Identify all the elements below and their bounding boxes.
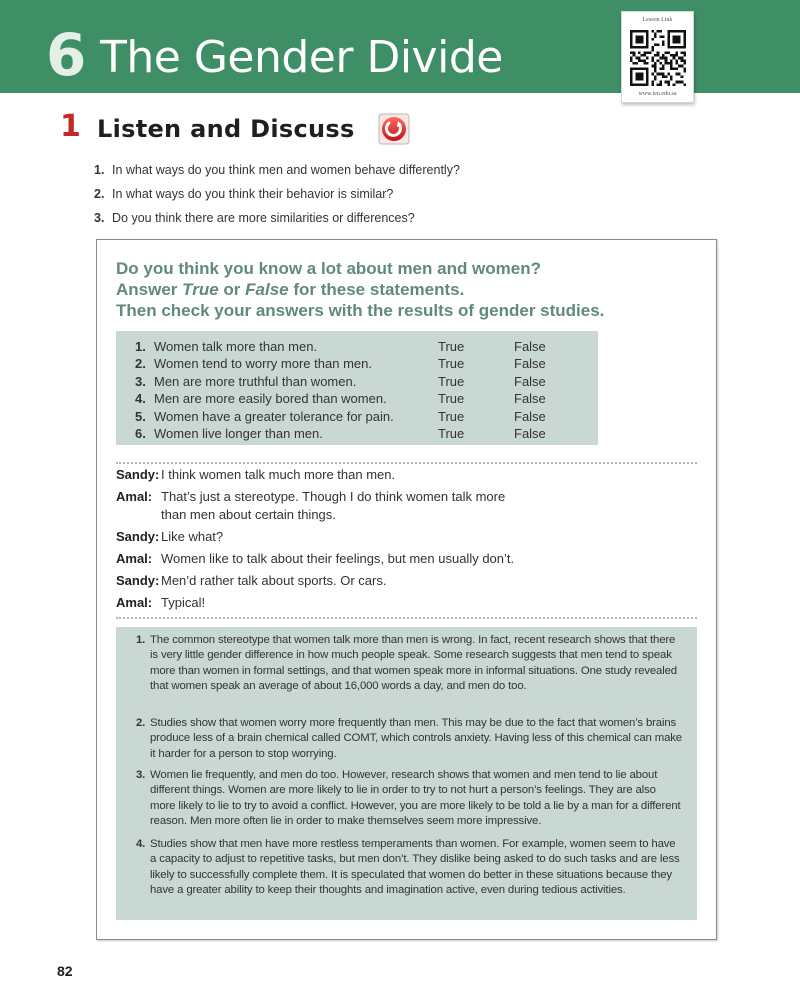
speaker-name: Amal: <box>116 595 153 610</box>
question-number: 1. <box>94 163 105 177</box>
answer-number: 3. <box>136 769 146 781</box>
statement-text: Women have a greater tolerance for pain. <box>154 408 394 424</box>
true-option[interactable]: True <box>438 408 465 424</box>
statement-text: Men are more easily bored than women. <box>154 391 387 407</box>
lesson-link-card[interactable] <box>621 11 694 103</box>
dotted-divider <box>116 462 697 464</box>
statement-number: 1. <box>135 339 146 354</box>
answer-item <box>136 768 684 829</box>
true-option[interactable]: True <box>438 373 465 389</box>
answer-text: Women lie frequently, and men do too. However, research shows that women and men tend to lie about different things. Women are more likely to lie in order to try to not hurt a person’s feelings. They are also more likely to lie to try to avoid a conflict. However, you are more likely to be told a lie by a man for a different reason. Men more often lie in order to make themselves seem more impressive. <box>150 769 681 827</box>
true-false-table <box>116 331 598 445</box>
statement-text: Women tend to worry more than men. <box>154 356 372 372</box>
answer-text: Studies show that men have more restless temperaments than women. For example, women seem to have a capacity to adjust to repetitive tasks, but men don’t. They dislike being asked to do such tasks and are less likely to successfully complete them. It is speculated that women do better in these situations because they have a greater ability to keep their thoughts and imagination active, even during tedious activities. <box>150 838 680 896</box>
false-option[interactable]: False <box>514 426 546 441</box>
unit-number: 6 <box>46 21 87 89</box>
question-text: In what ways do you think men and women behave differently? <box>112 163 460 177</box>
statement-row <box>116 338 598 355</box>
question-number: 2. <box>94 187 105 201</box>
true-option[interactable]: True <box>438 391 465 407</box>
statement-number: 3. <box>135 373 146 389</box>
speaker-name: Amal: <box>116 489 153 504</box>
false-option[interactable]: False <box>514 373 546 389</box>
statement-row <box>116 373 598 390</box>
dialog-text: Men’d rather talk about sports. Or cars. <box>161 573 387 588</box>
dialog-text: That’s just a stereotype. Though I do think women talk more than men about certain things. <box>161 489 506 522</box>
statement-text: Men are more truthful than women. <box>154 373 357 389</box>
speaker-name: Sandy: <box>116 467 160 482</box>
statement-text: Women talk more than men. <box>154 339 318 354</box>
statement-number: 5. <box>135 408 146 424</box>
lesson-link-url[interactable]: www.ien.edu.sa <box>638 91 677 97</box>
answer-item <box>136 716 684 762</box>
page-number: 82 <box>57 963 73 979</box>
lesson-link-title: Lesson Link <box>642 17 673 23</box>
answer-number: 4. <box>136 838 146 850</box>
answer-item <box>136 837 684 898</box>
question-text: In what ways do you think their behavior is similar? <box>112 187 394 201</box>
question-item <box>94 209 594 233</box>
intro-line-3: Then check your answers with the results of gender studies. <box>116 301 605 320</box>
false-option[interactable]: False <box>514 391 546 407</box>
statement-row <box>116 408 598 425</box>
statement-row <box>116 425 598 442</box>
quiz-intro <box>116 258 676 321</box>
false-option[interactable]: False <box>514 339 546 354</box>
statement-number: 4. <box>135 391 146 407</box>
dialog-text: I think women talk much more than men. <box>161 467 396 482</box>
question-number: 3. <box>94 211 105 225</box>
answer-text: The common stereotype that women talk more than men is wrong. In fact, recent research shows that there is very little gender difference in how much people speak. Some research suggests that men tend to speak more than women in formal settings, and that women speak more in informal situations. One study revealed that women speak an average of about 16,000 words a day, and men do too. <box>150 634 677 692</box>
answer-number: 2. <box>136 717 146 729</box>
dialog-text: Typical! <box>161 595 206 610</box>
qr-code-icon[interactable] <box>630 30 686 86</box>
true-option[interactable]: True <box>438 339 465 354</box>
true-option[interactable]: True <box>438 426 465 441</box>
audio-icon[interactable] <box>378 113 410 145</box>
dotted-divider <box>116 617 697 619</box>
answer-text: Studies show that women worry more frequently than men. This may be due to the fact that women’s brains produce less of a brain chemical called COMT, which controls anxiety. Having less of this chemical can make it harder for a person to stop worrying. <box>150 717 682 760</box>
answer-item <box>136 633 684 694</box>
question-item <box>94 161 594 185</box>
statement-number: 6. <box>135 426 146 441</box>
discussion-questions <box>94 161 594 233</box>
statement-text: Women live longer than men. <box>154 426 323 441</box>
section-title: Listen and Discuss <box>97 115 355 143</box>
speaker-name: Amal: <box>116 551 153 566</box>
statement-row <box>116 355 598 372</box>
false-option[interactable]: False <box>514 356 546 372</box>
dialog-text: Women like to talk about their feelings, but men usually don’t. <box>161 551 515 566</box>
statement-number: 2. <box>135 356 146 372</box>
intro-line-2: Answer True or False for these statements. <box>116 280 465 299</box>
true-option[interactable]: True <box>438 356 465 372</box>
unit-title: The Gender Divide <box>100 32 503 83</box>
intro-line-1: Do you think you know a lot about men and women? <box>116 259 542 278</box>
answers-box <box>116 627 697 920</box>
answer-number: 1. <box>136 634 146 646</box>
speaker-name: Sandy: <box>116 529 160 544</box>
question-text: Do you think there are more similarities or differences? <box>112 211 415 225</box>
question-item <box>94 185 594 209</box>
dialog-text: Like what? <box>161 529 224 544</box>
speaker-name: Sandy: <box>116 573 160 588</box>
statement-row <box>116 390 598 407</box>
false-option[interactable]: False <box>514 408 546 424</box>
section-number: 1 <box>60 109 81 144</box>
